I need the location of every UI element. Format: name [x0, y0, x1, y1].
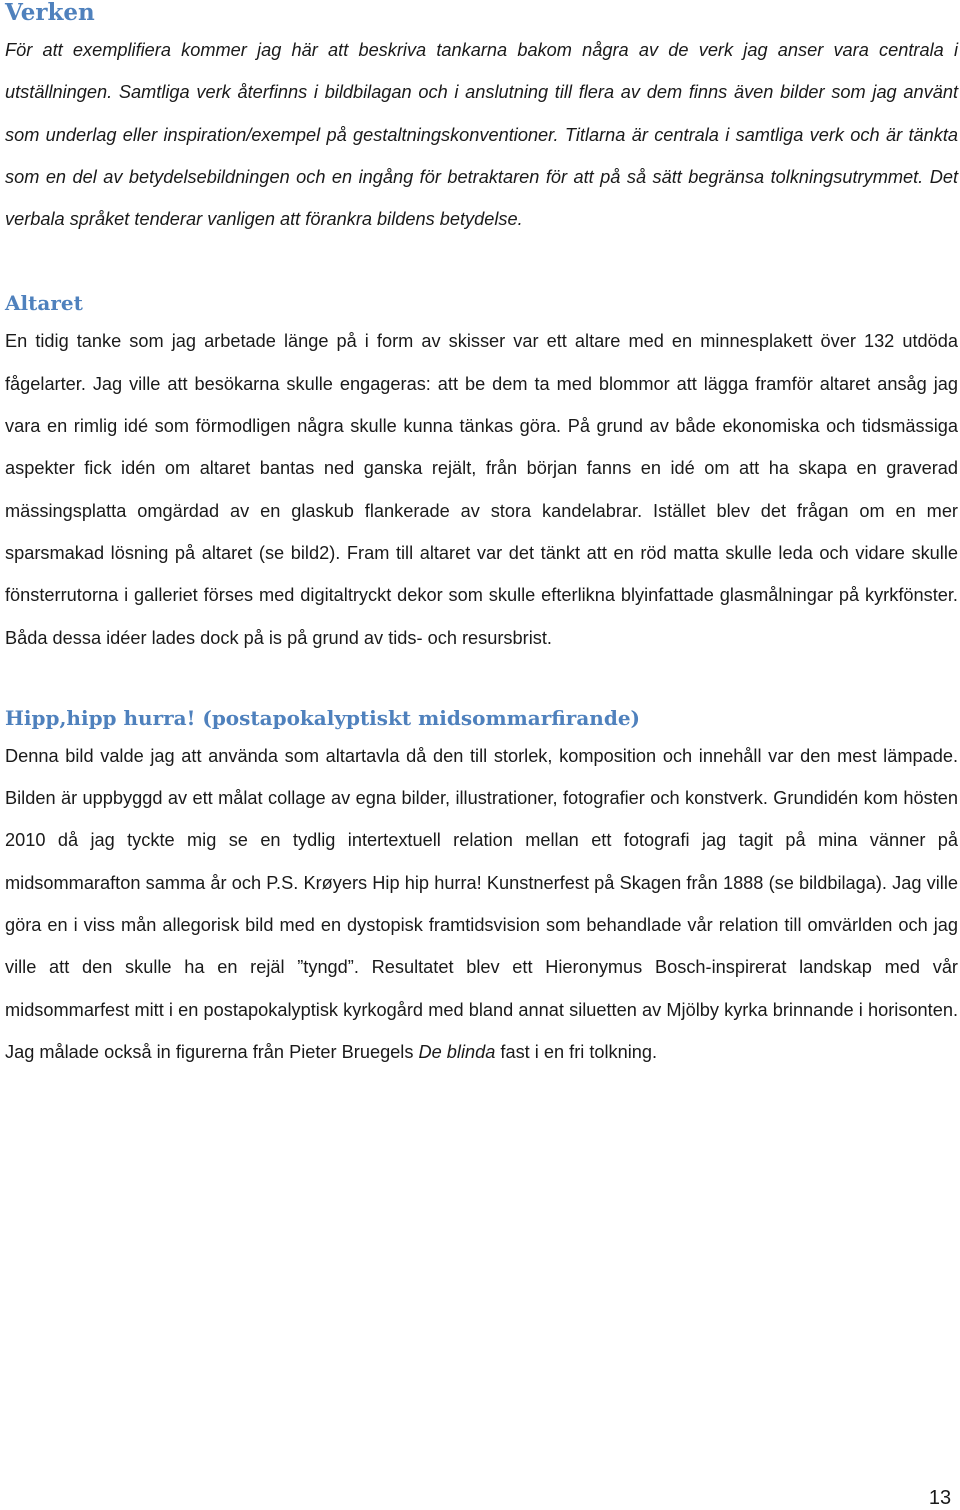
- section-heading-verken: Verken: [5, 0, 95, 26]
- section-heading-altaret: Altaret: [5, 291, 83, 316]
- paragraph-altaret: En tidig tanke som jag arbetade länge på i form av skisser var ett altare med en minnesplakett över 132 utdöda fågelarter. Jag ville att besökarna skulle engageras: att be dem ta med blommor att lägga framför altaret ansåg jag vara en rimlig idé som förmodligen några skulle kunna tänkas göra. På grund av både ekonomiska och tidsmässiga aspekter fick idén om altaret bantas ned ganska rejält, från början fanns en idé om att ha skapa en graverad mässingsplatta omgärdad av en glaskub flankerade av stora kandelabrar. Istället blev det frågan om en mer sparsmakad lösning på altaret (se bild2). Fram till altaret var det tänkt att en röd matta skulle leda och vidare skulle fönsterrutorna i galleriet förses med digitaltryckt dekor som skulle efterlikna blyinfattade glasmålningar på kyrkfönster. Båda dessa idéer lades dock på is på grund av tids- och resursbrist.: [5, 331, 958, 648]
- section-heading-hipp-hipp-hurra: Hipp,hipp hurra! (postapokalyptiskt midsommarfirande): [5, 705, 641, 730]
- page-number: 13: [928, 1487, 952, 1509]
- paragraph-hipp-hipp-hurra: [5, 735, 958, 1073]
- work-title-de-blinda: De blinda: [418, 1041, 496, 1062]
- paragraph-hipp-end-text: fast i en fri tolkning.: [495, 1041, 658, 1062]
- paragraph-verken: För att exemplifiera kommer jag här att beskriva tankarna bakom några av de verk jag anser vara centrala i utställningen. Samtliga verk återfinns i bildbilagan och i anslutning till flera av dem finns även bilder som jag använt som underlag eller inspiration/exempel på gestaltningskonventioner. Titlarna är centrala i samtliga verk och är tänkta som en del av betydelsebildningen och en ingång för betraktaren för att på så sätt begränsa tolkningsutrymmet. Det verbala språket tenderar vanligen att förankra bildens betydelse.: [5, 40, 958, 230]
- document-page: [5, 0, 958, 1073]
- paragraph-hipp-main-text: Denna bild valde jag att använda som altartavla då den till storlek, komposition och innehåll var den mest lämpade. Bilden är uppbyggd av ett målat collage av egna bilder, illustrationer, fotografier och konstverk. Grundidén kom hösten 2010 då jag tyckte mig se en tydlig intertextuell relation mellan ett fotografi jag tagit på mina vänner på midsommarafton samma år och P.S. Krøyers Hip hip hurra! Kunstnerfest på Skagen från 1888 (se bildbilaga). Jag ville göra en i viss mån allegorisk bild med en dystopisk framtidsvision som behandlade vår relation till omvärlden och jag ville att den skulle ha en rejäl ”tyngd”. Resultatet blev ett Hieronymus Bosch-inspirerat landskap med vår midsommarfest mitt i en postapokalyptisk kyrkogård med bland annat siluetten av Mjölby kyrka brinnande i horisonten. Jag målade också in figurerna från Pieter Bruegels: [5, 745, 958, 1062]
